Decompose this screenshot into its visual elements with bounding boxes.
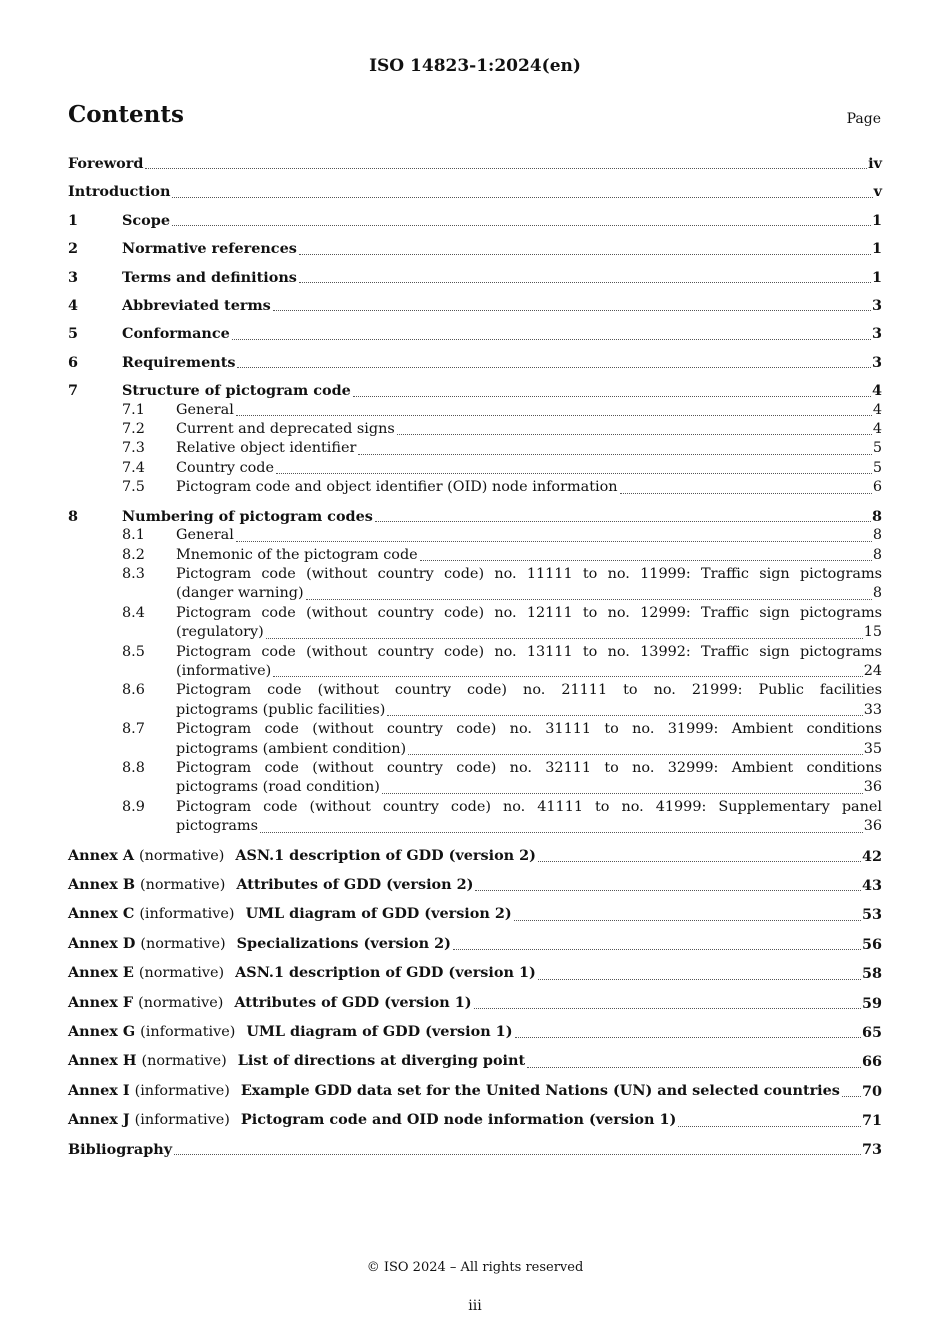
toc-title: Mnemonic of the pictogram code	[176, 546, 418, 563]
dot-leader	[420, 560, 872, 561]
dot-leader	[260, 832, 863, 833]
toc-number: 8.3	[122, 565, 145, 582]
toc-page: 36	[863, 818, 882, 835]
page-column-label: Page	[846, 111, 881, 127]
toc-subentry-multiline[interactable]	[68, 720, 882, 759]
toc-subentry-multiline[interactable]	[68, 565, 882, 604]
toc-page: 5	[872, 440, 882, 457]
toc-page: 56	[861, 935, 882, 953]
toc-entry-annex-i[interactable]	[68, 1081, 882, 1101]
dot-leader	[273, 310, 871, 311]
document-id: ISO 14823-1:2024(en)	[369, 56, 581, 76]
toc-subentry-multiline[interactable]	[68, 604, 882, 643]
contents-title: Contents	[68, 101, 184, 128]
dot-leader	[174, 1154, 861, 1155]
toc-subentry-multiline[interactable]	[68, 759, 882, 798]
dot-leader	[232, 339, 871, 340]
annex-label: Annex H	[68, 1052, 137, 1070]
toc-number: 7	[68, 382, 79, 400]
toc-page: 8	[871, 507, 882, 525]
toc-page: 3	[871, 353, 882, 371]
toc-page: iv	[868, 155, 882, 172]
toc-entry-annex-j[interactable]	[68, 1110, 882, 1130]
toc-subentry[interactable]	[68, 478, 882, 497]
toc-subentry[interactable]	[68, 420, 882, 439]
toc-title: Bibliography	[68, 1140, 173, 1158]
toc-number: 7.5	[122, 479, 145, 496]
annex-title: Pictogram code and OID node information (version 1)	[240, 1111, 677, 1129]
toc-page: 3	[871, 297, 882, 315]
toc-page: 4	[872, 421, 882, 438]
toc-page: 59	[861, 994, 882, 1012]
toc-title-line2: (regulatory)	[176, 624, 264, 641]
toc-title-line2: pictograms	[176, 818, 259, 835]
dot-leader	[453, 949, 861, 950]
annex-label: Annex G	[68, 1023, 136, 1041]
dot-leader	[382, 793, 863, 794]
toc-title-line2: (informative)	[176, 662, 272, 679]
toc-title: Scope	[122, 211, 170, 229]
toc-entry-introduction[interactable]	[68, 182, 882, 201]
toc-page: 35	[863, 740, 882, 757]
toc-entry-normative-references[interactable]	[68, 239, 882, 258]
dot-leader	[172, 225, 871, 226]
toc-number: 5	[68, 325, 79, 343]
toc-number: 7.2	[122, 421, 145, 438]
toc-title: Foreword	[68, 155, 144, 172]
dot-leader	[475, 890, 861, 891]
toc-entry-annex-a[interactable]	[68, 846, 882, 866]
toc-page: 6	[872, 479, 882, 496]
dot-leader	[358, 454, 871, 455]
toc-number: 2	[68, 240, 79, 258]
toc-page: 33	[863, 701, 882, 718]
toc-page: 71	[861, 1112, 882, 1130]
toc-number: 6	[68, 353, 79, 371]
toc-page: 15	[863, 624, 882, 641]
toc-number: 8.8	[122, 759, 145, 776]
toc-subentry-multiline[interactable]	[68, 643, 882, 682]
toc-title-line1: Pictogram code (without country code) no. 32111 to no. 32999: Ambient conditions	[176, 759, 882, 776]
toc-entry-annex-f[interactable]	[68, 993, 882, 1013]
toc-page: 1	[871, 268, 882, 286]
annex-label: Annex I	[68, 1081, 130, 1099]
annex-kind: (normative)	[139, 847, 225, 864]
toc-entry-conformance[interactable]	[68, 324, 882, 343]
toc-page: 36	[863, 779, 882, 796]
annex-kind: (normative)	[140, 877, 226, 893]
toc-page: 42	[861, 847, 882, 865]
annex-kind: (normative)	[138, 965, 225, 982]
dot-leader	[266, 638, 863, 639]
annex-title: List of directions at diverging point	[237, 1052, 526, 1070]
toc-page: 4	[871, 382, 882, 400]
toc-number: 7.3	[122, 440, 145, 457]
toc-number: 7.4	[122, 459, 145, 476]
annex-kind: (informative)	[134, 1112, 230, 1129]
dot-leader	[172, 197, 872, 198]
toc-number: 4	[68, 297, 79, 315]
dot-leader	[515, 1037, 861, 1038]
toc-title: Current and deprecated signs	[176, 421, 395, 438]
dot-leader	[299, 282, 871, 283]
toc-subentry[interactable]	[68, 526, 882, 545]
annex-kind: (normative)	[140, 935, 226, 952]
annex-kind: (normative)	[141, 1053, 227, 1070]
toc-title: General	[176, 527, 234, 544]
toc-title-line1: Pictogram code (without country code) no. 31111 to no. 31999: Ambient conditions	[176, 721, 882, 738]
toc-page: 4	[872, 401, 882, 418]
toc-title: Numbering of pictogram codes	[122, 507, 373, 525]
annex-label: Annex J	[68, 1111, 130, 1129]
toc-entry-scope[interactable]	[68, 211, 882, 230]
toc-title: Terms and definitions	[122, 268, 297, 286]
toc-title: Requirements	[122, 353, 236, 371]
toc-entry-annex-b[interactable]	[68, 875, 882, 895]
toc-title-line2: pictograms (road condition)	[176, 779, 380, 796]
toc-title-line2: pictograms (public facilities)	[176, 701, 386, 718]
dot-leader	[387, 715, 862, 716]
dot-leader	[527, 1067, 861, 1068]
annex-title: Specializations (version 2)	[236, 934, 451, 952]
toc-page: 70	[861, 1082, 882, 1100]
toc-entry-annex-g[interactable]	[68, 1022, 882, 1042]
annex-kind: (informative)	[140, 1024, 236, 1041]
toc-subentry-multiline[interactable]	[68, 681, 882, 720]
toc-entry-numbering-pictogram-codes[interactable]	[68, 507, 882, 526]
toc-page: 1	[871, 211, 882, 229]
toc-number: 8.5	[122, 643, 145, 660]
toc-page: 73	[861, 1140, 882, 1158]
toc-entry-annex-c[interactable]	[68, 904, 882, 924]
toc-title: Relative object identifier	[176, 440, 357, 457]
toc-page: 5	[872, 459, 882, 476]
toc-number: 7.1	[122, 401, 145, 418]
dot-leader	[353, 396, 871, 397]
annex-title: ASN.1 description of GDD (version 1)	[235, 964, 536, 982]
toc-number: 8.7	[122, 721, 145, 738]
dot-leader	[306, 599, 872, 600]
annex-title: ASN.1 description of GDD (version 2)	[235, 846, 536, 864]
annex-label: Annex C	[68, 905, 135, 923]
toc-number: 8.1	[122, 527, 145, 544]
annex-kind: (normative)	[138, 994, 224, 1011]
toc-page: 43	[861, 877, 882, 894]
annex-title: UML diagram of GDD (version 2)	[245, 905, 512, 923]
toc-page: v	[873, 183, 882, 201]
annex-label: Annex F	[68, 993, 134, 1011]
toc-page: 53	[861, 906, 882, 924]
toc-title: Country code	[176, 459, 275, 476]
dot-leader	[538, 861, 861, 862]
dot-leader	[237, 367, 871, 368]
toc-entry-requirements[interactable]	[68, 353, 882, 372]
toc-title-line1: Pictogram code (without country code) no. 13111 to no. 13992: Traffic sign pictograms	[176, 643, 882, 660]
table-of-contents	[68, 150, 882, 1159]
annex-label: Annex A	[68, 846, 135, 864]
annex-label: Annex D	[68, 934, 136, 952]
toc-number: 3	[68, 268, 79, 286]
dot-leader	[842, 1096, 861, 1097]
toc-entry-bibliography[interactable]	[68, 1140, 882, 1159]
toc-page: 66	[861, 1053, 882, 1071]
page-number: iii	[468, 1298, 482, 1314]
toc-title: Pictogram code and object identifier (OID) node information	[176, 479, 618, 496]
dot-leader	[620, 493, 872, 494]
toc-page: 24	[863, 662, 882, 679]
toc-entry-terms-definitions[interactable]	[68, 268, 882, 287]
toc-title: General	[176, 401, 234, 418]
annex-kind: (informative)	[139, 906, 235, 923]
toc-number: 1	[68, 211, 79, 229]
dot-leader	[145, 168, 867, 169]
toc-subentry[interactable]	[68, 439, 882, 458]
toc-page: 8	[872, 527, 882, 544]
toc-number: 8.2	[122, 546, 145, 563]
toc-number: 8.6	[122, 682, 145, 699]
toc-entry-annex-h[interactable]	[68, 1051, 882, 1071]
toc-entry-foreword[interactable]	[68, 154, 882, 173]
toc-subentry[interactable]	[68, 546, 882, 565]
dot-leader	[538, 979, 861, 980]
dot-leader	[236, 415, 872, 416]
dot-leader	[678, 1126, 861, 1127]
toc-subentry[interactable]	[68, 459, 882, 478]
toc-title-line1: Pictogram code (without country code) no. 21111 to no. 21999: Public facilities	[176, 682, 882, 699]
toc-number: 8.4	[122, 604, 145, 621]
toc-number: 8.9	[122, 798, 145, 815]
toc-title: Structure of pictogram code	[122, 382, 351, 400]
copyright-notice: © ISO 2024 – All rights reserved	[366, 1260, 584, 1275]
dot-leader	[273, 676, 862, 677]
toc-subentry-multiline[interactable]	[68, 798, 882, 837]
dot-leader	[474, 1008, 861, 1009]
toc-page: 58	[861, 965, 882, 983]
annex-label: Annex B	[68, 876, 135, 893]
dot-leader	[397, 434, 872, 435]
dot-leader	[276, 473, 872, 474]
toc-entry-annex-d[interactable]	[68, 934, 882, 954]
toc-entry-abbreviated-terms[interactable]	[68, 296, 882, 315]
toc-title-line1: Pictogram code (without country code) no. 12111 to no. 12999: Traffic sign pictograms	[176, 604, 882, 621]
annex-title: Attributes of GDD (version 2)	[236, 876, 474, 893]
dot-leader	[408, 754, 863, 755]
toc-title: Normative references	[122, 240, 297, 258]
toc-number: 8	[68, 507, 79, 525]
toc-page: 3	[871, 325, 882, 343]
toc-title-line1: Pictogram code (without country code) no. 41111 to no. 41999: Supplementary panel	[176, 798, 882, 815]
toc-title-line2: pictograms (ambient condition)	[176, 740, 407, 757]
dot-leader	[375, 521, 871, 522]
toc-title-line1: Pictogram code (without country code) no. 11111 to no. 11999: Traffic sign pictograms	[176, 565, 882, 582]
toc-entry-annex-e[interactable]	[68, 963, 882, 983]
dot-leader	[514, 920, 861, 921]
annex-title: Example GDD data set for the United Nations (UN) and selected countries	[240, 1081, 840, 1099]
toc-page: 8	[872, 585, 882, 602]
toc-entry-structure-pictogram-code[interactable]	[68, 381, 882, 400]
annex-title: Attributes of GDD (version 1)	[234, 993, 472, 1011]
toc-subentry[interactable]	[68, 401, 882, 420]
toc-page: 1	[871, 240, 882, 258]
annex-label: Annex E	[68, 964, 134, 982]
toc-page: 8	[872, 546, 882, 563]
toc-title: Abbreviated terms	[122, 297, 271, 315]
annex-title: UML diagram of GDD (version 1)	[246, 1023, 513, 1041]
toc-page: 65	[861, 1024, 882, 1042]
toc-title: Conformance	[122, 325, 230, 343]
dot-leader	[299, 254, 871, 255]
annex-kind: (informative)	[134, 1082, 230, 1099]
toc-title-line2: (danger warning)	[176, 585, 304, 602]
toc-title: Introduction	[68, 183, 171, 201]
dot-leader	[236, 541, 872, 542]
